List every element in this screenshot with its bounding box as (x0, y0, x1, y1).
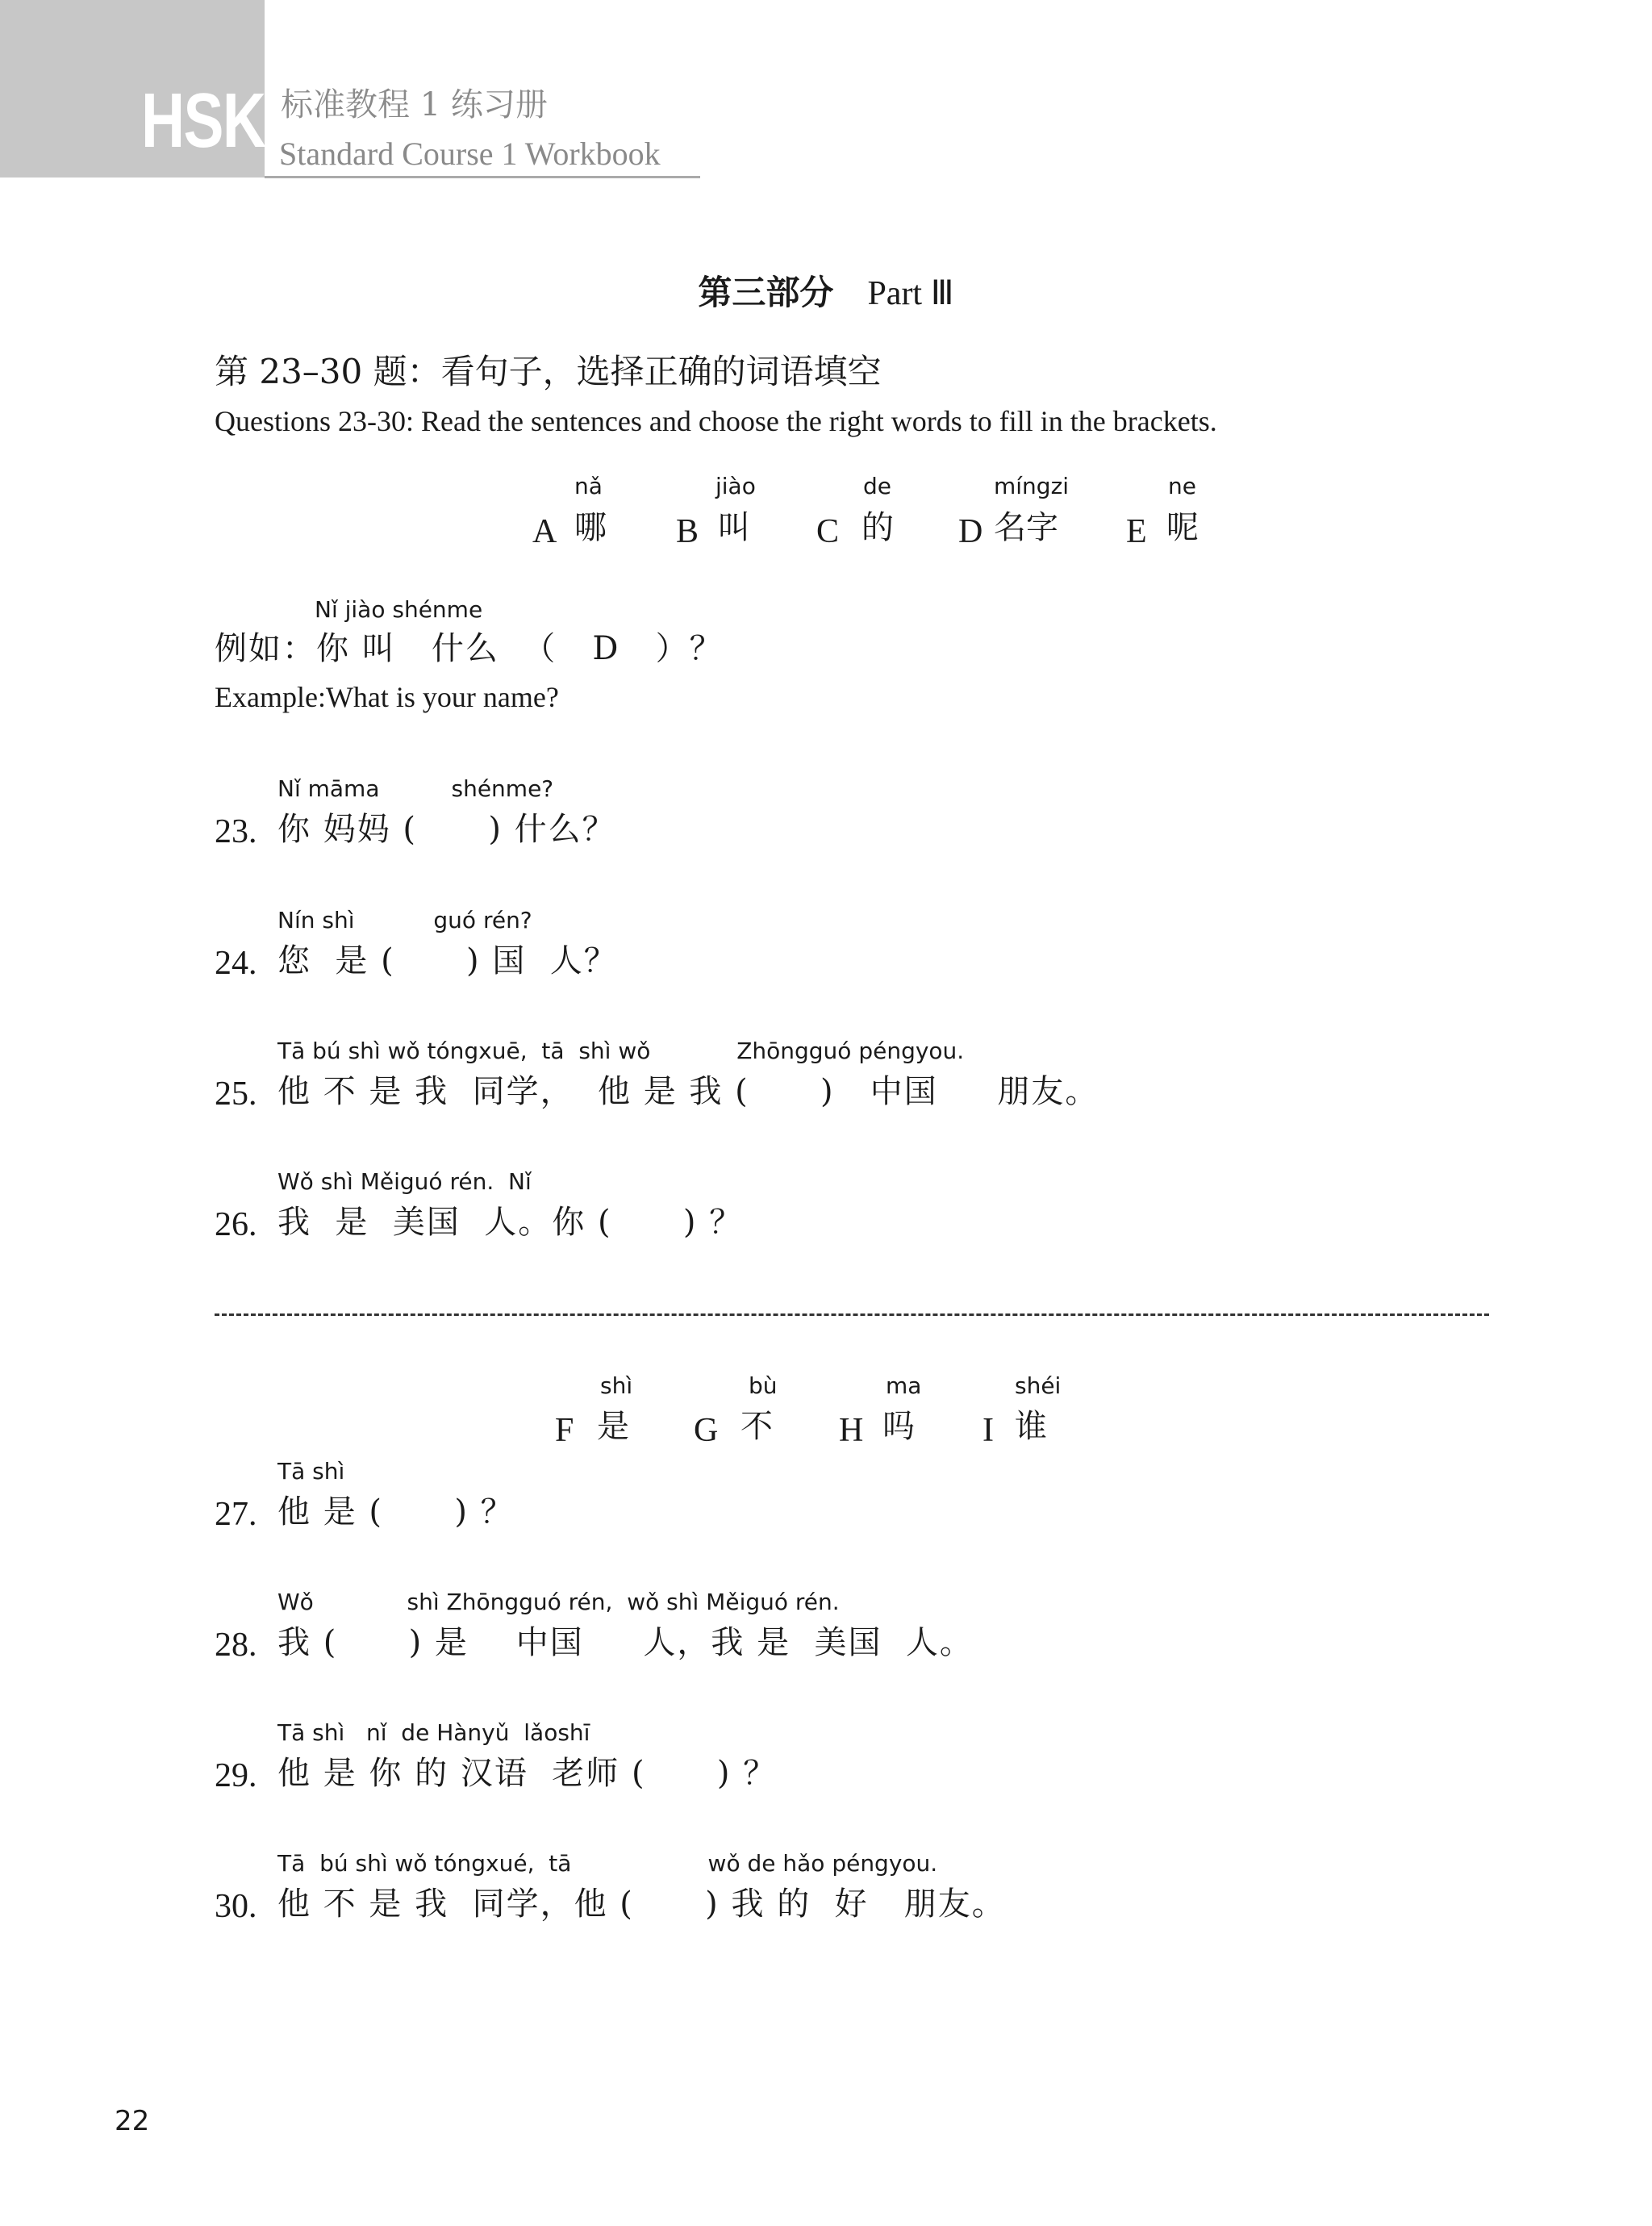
q23-pinyin: Nǐ māma shénme? (277, 775, 554, 802)
q27-pinyin: Tā shì (277, 1458, 345, 1485)
header-title-en: Standard Course 1 Workbook (279, 136, 661, 172)
header-title-cn: 标准教程 1 练习册 (281, 86, 548, 123)
option-b-word: 叫 (718, 509, 750, 546)
instructions-cn: 第 23–30 题：看句子，选择正确的词语填空 (215, 352, 882, 391)
q23-sentence: 你 妈妈 ( ) 什么？ (277, 811, 616, 848)
option-i-word: 谁 (1015, 1408, 1047, 1445)
q25-pinyin: Tā bú shì wǒ tóngxuē, tā shì wǒ Zhōngguó péngyou. (277, 1038, 965, 1064)
option-f-pinyin: shì (600, 1372, 633, 1399)
option-d-word: 名字 (994, 509, 1058, 546)
option-d-letter: D (958, 513, 983, 550)
example-translation: Example:What is your name? (215, 681, 559, 713)
option-a-word: 哪 (574, 509, 607, 546)
hsk-logo: HSK (141, 77, 265, 164)
q24-sentence: 您 是 ( ) 国 人？ (277, 942, 618, 979)
example-pinyin: Nǐ jiào shénme (315, 596, 483, 623)
option-i-letter: I (982, 1412, 994, 1449)
q27-number: 27. (215, 1496, 257, 1533)
option-c-word: 的 (861, 509, 894, 546)
q25-number: 25. (215, 1075, 257, 1113)
option-a-pinyin: nǎ (574, 473, 603, 499)
option-b-pinyin: jiào (715, 473, 756, 499)
section-divider (215, 1313, 1489, 1316)
option-h-pinyin: ma (886, 1372, 922, 1399)
instructions-en: Questions 23-30: Read the sentences and choose the right words to fill in the brackets. (215, 405, 1217, 437)
option-h-word: 吗 (882, 1408, 915, 1445)
option-b-letter: B (676, 513, 699, 550)
q28-sentence: 我 ( ) 是 中国 人，我 是 美国 人。 (277, 1624, 974, 1661)
q26-sentence: 我 是 美国 人。你 ( ) ？ (277, 1204, 744, 1241)
option-c-letter: C (816, 513, 840, 550)
q24-number: 24. (215, 945, 257, 982)
option-d-pinyin: míngzi (994, 473, 1070, 499)
q26-pinyin: Wǒ shì Měiguó rén. Nǐ (277, 1168, 532, 1195)
option-c-pinyin: de (863, 473, 891, 499)
q29-sentence: 他 是 你 的 汉语 老师 ( ) ？ (277, 1755, 778, 1792)
q25-sentence: 他 不 是 我 同学， 他 是 我 ( ) 中国 朋友。 (277, 1073, 1099, 1110)
part-title (0, 273, 1652, 312)
option-e-word: 呢 (1166, 509, 1199, 546)
option-g-pinyin: bù (749, 1372, 778, 1399)
header-rule (265, 176, 700, 178)
option-e-pinyin: ne (1168, 473, 1196, 499)
page-number: 22 (115, 2105, 150, 2137)
option-a-letter: A (532, 513, 557, 550)
q29-number: 29. (215, 1757, 257, 1794)
example-sentence: 例如：你 叫 什么 （ D ）？ (215, 630, 724, 667)
q27-sentence: 他 是 ( ) ？ (277, 1493, 515, 1531)
q30-sentence: 他 不 是 我 同学，他 ( ) 我 的 好 朋友。 (277, 1886, 1006, 1923)
option-g-letter: G (694, 1412, 719, 1449)
option-i-pinyin: shéi (1015, 1372, 1062, 1399)
part-title-cn: 第三部分 (698, 273, 834, 312)
q30-pinyin: Tā bú shì wǒ tóngxué, tā wǒ de hǎo péngyou. (277, 1850, 938, 1877)
q29-pinyin: Tā shì nǐ de Hànyǔ lǎoshī (277, 1719, 590, 1746)
option-f-word: 是 (597, 1408, 629, 1445)
option-e-letter: E (1126, 513, 1147, 550)
q23-number: 23. (215, 813, 257, 850)
q30-number: 30. (215, 1888, 257, 1925)
option-h-letter: H (839, 1412, 864, 1449)
option-f-letter: F (555, 1412, 574, 1449)
q28-number: 28. (215, 1627, 257, 1664)
q28-pinyin: Wǒ shì Zhōngguó rén, wǒ shì Měiguó rén. (277, 1589, 840, 1615)
option-g-word: 不 (740, 1408, 773, 1445)
q24-pinyin: Nín shì guó rén? (277, 907, 532, 933)
q26-number: 26. (215, 1206, 257, 1243)
part-title-en: Part Ⅲ (867, 275, 954, 312)
